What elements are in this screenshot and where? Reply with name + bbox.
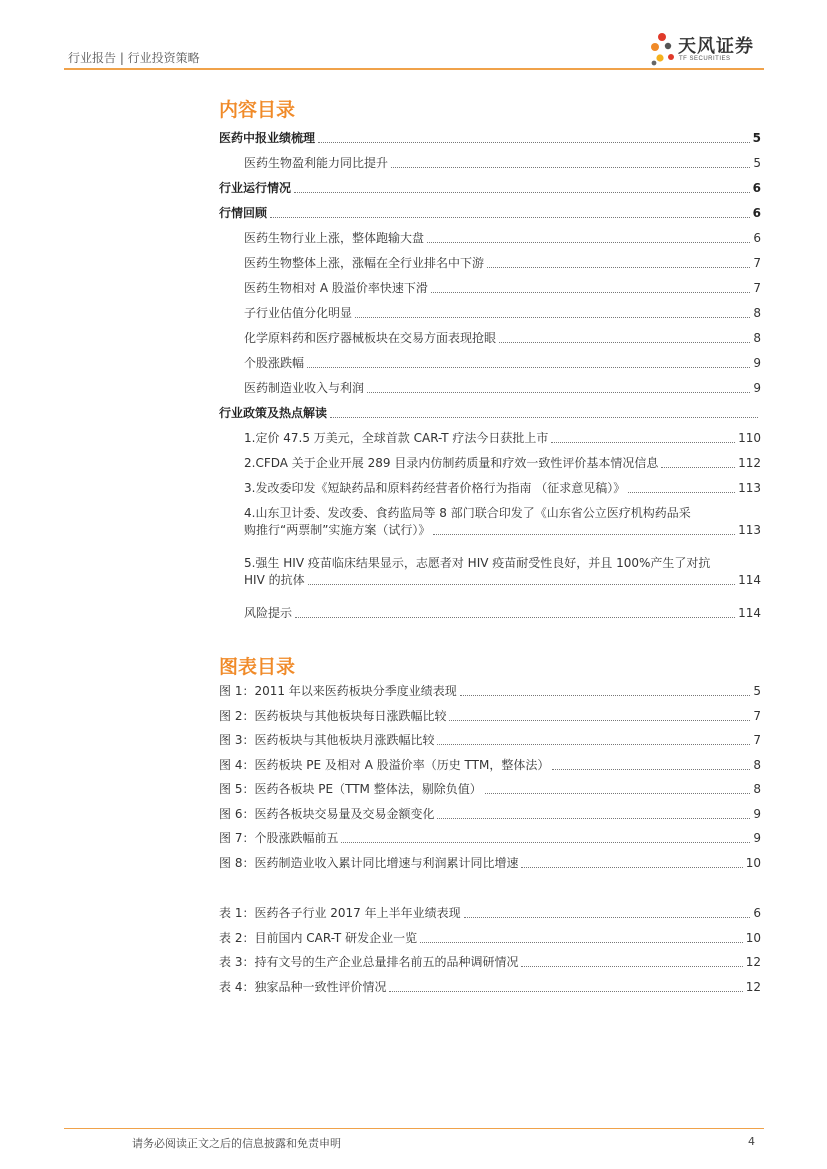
figure-entry[interactable] <box>219 733 761 748</box>
figure-entry-page: 7 <box>753 708 761 723</box>
leader-dots <box>487 267 750 268</box>
toc-entry[interactable] <box>219 181 761 196</box>
figure-entry[interactable] <box>219 856 761 871</box>
footer-divider <box>64 1128 764 1129</box>
table-entry[interactable] <box>219 931 761 946</box>
figure-entry[interactable] <box>219 782 761 797</box>
figure-entry-text: 图 6：医药各板块交易量及交易金额变化 <box>219 806 435 821</box>
toc-entry[interactable] <box>244 256 761 271</box>
toc-entry-page: 7 <box>753 256 761 270</box>
toc-entry-text-cont: 购推行“两票制”实施方案（试行）》 <box>244 523 431 537</box>
toc-entry-text: 行业运行情况 <box>219 181 292 195</box>
toc-entry-text: 风险提示 <box>244 606 293 620</box>
footer-disclaimer: 请务必阅读正文之后的信息披露和免责申明 <box>132 1137 341 1150</box>
page-number: 4 <box>748 1135 755 1148</box>
leader-dots <box>270 217 750 218</box>
toc-entry-page: 5 <box>753 156 761 170</box>
toc-entry-text: 1.定价 47.5 万美元，全球首款 CAR-T 疗法今日获批上市 <box>244 431 549 445</box>
toc-entry[interactable] <box>244 506 761 538</box>
toc-entry[interactable] <box>244 431 761 446</box>
figure-entry-page: 8 <box>753 757 761 772</box>
leader-dots <box>437 818 750 819</box>
figure-entry[interactable] <box>219 758 761 773</box>
toc-entry-text: 医药生物相对 A 股溢价率快速下滑 <box>244 281 428 295</box>
leader-dots <box>307 367 750 368</box>
toc-entry-page: 112 <box>738 456 761 470</box>
table-entry-text: 表 3：持有文号的生产企业总量排名前五的品种调研情况 <box>219 955 519 969</box>
leader-dots <box>431 292 751 293</box>
table-entry-text: 表 4：独家品种一致性评价情况 <box>219 979 387 994</box>
toc-entry-page: 6 <box>752 206 761 220</box>
toc-entry-text: 医药生物整体上涨，涨幅在全行业排名中下游 <box>244 256 485 270</box>
toc-entry-text: 个股涨跌幅 <box>244 356 305 370</box>
toc-entry-text: 3.发改委印发《短缺药品和原料药经营者价格行为指南 （征求意见稿）》 <box>244 481 626 495</box>
table-entry-page: 10 <box>745 930 761 945</box>
table-entry[interactable] <box>219 906 761 921</box>
toc-entry-page: 6 <box>752 181 761 195</box>
leader-dots <box>661 467 735 468</box>
brand-name: 天风证券 <box>678 36 754 57</box>
figures-title: 图表目录 <box>219 656 296 678</box>
toc-entry-text: 行情回顾 <box>219 206 268 220</box>
leader-dots <box>318 142 750 143</box>
toc-entry[interactable] <box>244 231 761 246</box>
figure-entry-text: 图 5：医药各板块 PE（TTM 整体法，剔除负值） <box>219 782 482 796</box>
leader-dots <box>294 192 750 193</box>
toc-entry-text: 医药制造业收入与利润 <box>244 381 365 395</box>
leader-dots <box>485 793 751 794</box>
leader-dots <box>449 720 750 721</box>
leader-dots <box>355 317 750 318</box>
figure-entry-page: 8 <box>753 782 761 796</box>
toc-entry[interactable] <box>219 406 761 421</box>
leader-dots <box>499 342 750 343</box>
toc-entry-page: 8 <box>753 306 761 320</box>
figure-entry-text: 图 3：医药板块与其他板块月涨跌幅比较 <box>219 733 435 747</box>
table-entry[interactable] <box>219 955 761 970</box>
figure-entry[interactable] <box>219 831 761 846</box>
toc-entry[interactable] <box>244 381 761 396</box>
figure-entry-page: 7 <box>753 733 761 747</box>
toc-entry[interactable] <box>244 306 761 321</box>
toc-entry[interactable] <box>244 281 761 296</box>
leader-dots <box>367 392 750 393</box>
figure-entry-page: 9 <box>753 831 761 845</box>
toc-entry-text: 医药中报业绩梳理 <box>219 131 316 145</box>
toc-entry-text: 行业政策及热点解读 <box>219 406 328 420</box>
toc-entry-page: 110 <box>738 431 761 445</box>
toc-entry[interactable] <box>244 556 761 588</box>
leader-dots <box>521 867 742 868</box>
header-divider <box>64 68 764 70</box>
toc-entry[interactable] <box>244 456 761 471</box>
toc-entry-page: 113 <box>738 481 761 495</box>
leader-dots <box>389 991 742 992</box>
leader-dots <box>330 417 758 418</box>
leader-dots <box>391 167 750 168</box>
toc-entry-page: 114 <box>738 606 761 620</box>
table-entry-text: 表 2：目前国内 CAR-T 研发企业一览 <box>219 930 418 945</box>
toc-entry[interactable] <box>244 156 761 171</box>
figure-entry-text: 图 8：医药制造业收入累计同比增速与利润累计同比增速 <box>219 855 519 870</box>
table-entry-text: 表 1：医药各子行业 2017 年上半年业绩表现 <box>219 906 461 920</box>
table-entry[interactable] <box>219 980 761 995</box>
toc-entry-page: 113 <box>738 523 761 537</box>
toc-entry-text: 子行业估值分化明显 <box>244 306 353 320</box>
leader-dots <box>628 492 735 493</box>
figure-entry-page: 10 <box>745 855 761 870</box>
leader-dots <box>427 242 750 243</box>
leader-dots <box>460 695 751 696</box>
toc-entry-text: 医药生物盈利能力同比提升 <box>244 156 389 170</box>
toc-entry[interactable] <box>219 131 761 146</box>
toc-entry[interactable] <box>244 606 761 621</box>
brand-subtitle: TF SECURITIES <box>679 56 731 62</box>
leader-dots <box>341 842 750 843</box>
table-entry-page: 12 <box>745 979 761 994</box>
figure-entry[interactable] <box>219 709 761 724</box>
toc-entry-page: 6 <box>753 231 761 245</box>
toc-entry-page: 114 <box>738 573 761 587</box>
toc-entry-page: 8 <box>753 331 761 345</box>
leader-dots <box>420 942 743 943</box>
figure-entry-page: 9 <box>753 806 761 821</box>
toc-entry-text: 医药生物行业上涨，整体跑输大盘 <box>244 231 425 245</box>
toc-entry[interactable] <box>219 206 761 221</box>
figure-entry-text: 图 1：2011 年以来医药板块分季度业绩表现 <box>219 684 457 698</box>
leader-dots <box>552 769 750 770</box>
toc-entry-page: 9 <box>753 381 761 395</box>
figure-entry-text: 图 4：医药板块 PE 及相对 A 股溢价率（历史 TTM，整体法） <box>219 757 550 772</box>
table-entry-page: 12 <box>745 955 761 969</box>
toc-entry-page: 9 <box>753 356 761 370</box>
figure-entry[interactable] <box>219 684 761 699</box>
toc-title: 内容目录 <box>219 99 296 121</box>
toc-entry-text: 2.CFDA 关于企业开展 289 目录内仿制药质量和疗效一致性评价基本情况信息 <box>244 456 659 470</box>
toc-entry-text: 化学原料药和医疗器械板块在交易方面表现抢眼 <box>244 331 497 345</box>
figure-entry[interactable] <box>219 807 761 822</box>
leader-dots <box>308 584 736 585</box>
toc-entry[interactable] <box>244 481 761 496</box>
figure-entry-page: 5 <box>753 684 761 698</box>
header-breadcrumb: 行业报告 | 行业投资策略 <box>68 51 200 65</box>
leader-dots <box>295 617 735 618</box>
leader-dots <box>433 534 735 535</box>
toc-entry[interactable] <box>244 331 761 346</box>
leader-dots <box>551 442 735 443</box>
leader-dots <box>437 744 750 745</box>
leader-dots <box>521 966 742 967</box>
leader-dots <box>464 917 751 918</box>
toc-entry-text: 4.山东卫计委、发改委、食药监局等 8 部门联合印发了《山东省公立医疗机构药品采 <box>244 506 691 520</box>
table-entry-page: 6 <box>753 906 761 920</box>
toc-entry-page: 5 <box>752 131 761 145</box>
figure-entry-text: 图 2：医药板块与其他板块每日涨跌幅比较 <box>219 708 447 723</box>
figure-entry-text: 图 7：个股涨跌幅前五 <box>219 831 339 845</box>
toc-entry-text-cont: HIV 的抗体 <box>244 573 305 587</box>
toc-entry-text: 5.强生 HIV 疫苗临床结果显示，志愿者对 HIV 疫苗耐受性良好，并且 100%产生了对抗 <box>244 556 711 570</box>
toc-entry-page: 7 <box>753 281 761 295</box>
toc-entry[interactable] <box>244 356 761 371</box>
